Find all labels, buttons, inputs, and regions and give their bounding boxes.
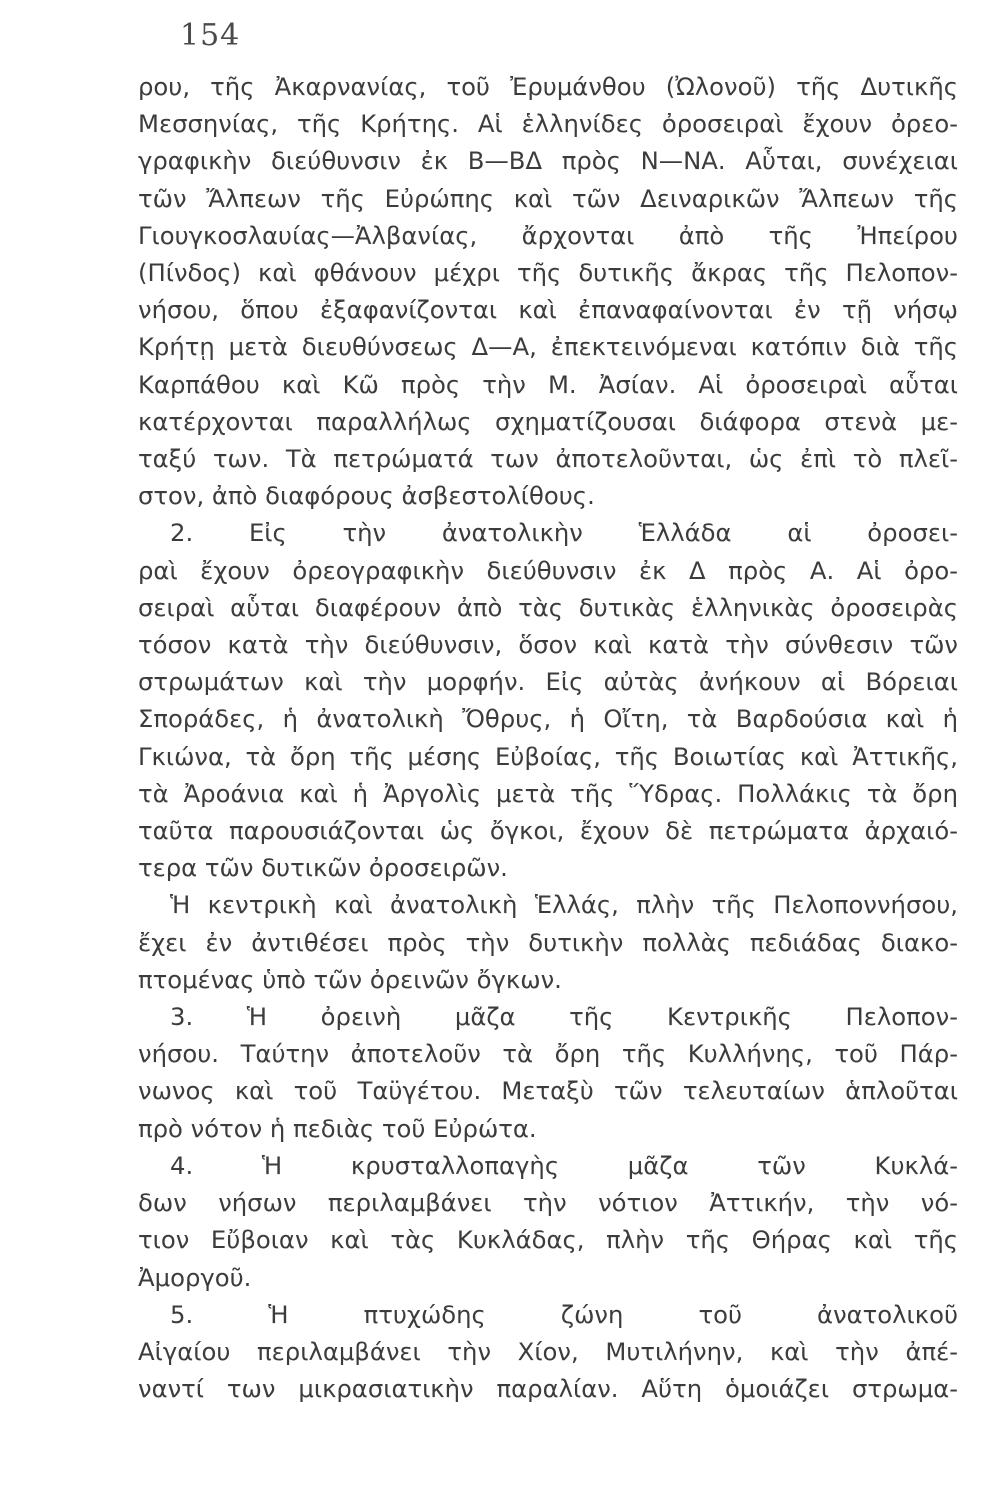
- text-line: Σποράδες, ἡ ἀνατολικὴ Ὄθρυς, ἡ Οἴτη, τὰ Βαρδούσια καὶ ἡ: [138, 704, 958, 734]
- text-line: ραὶ ἔχουν ὀρεογραφικὴν διεύθυνσιν ἐκ Δ πρὸς Α. Αἱ ὀρο-: [138, 555, 958, 585]
- text-line: τῶν Ἄλπεων τῆς Εὐρώπης καὶ τῶν Δειναρικῶν Ἄλπεων τῆς: [138, 183, 958, 213]
- text-line: Γκιώνα, τὰ ὄρη τῆς μέσης Εὐβοίας, τῆς Βοιωτίας καὶ Ἀττικῆς,: [138, 741, 958, 771]
- text-line: Μεσσηνίας, τῆς Κρήτης. Αἱ ἑλληνίδες ὀροσειραὶ ἔχουν ὀρεο-: [138, 109, 958, 139]
- body-text: [138, 68, 958, 1407]
- section-heading-4: 4. Ἡ κρυσταλλοπαγὴς μᾶζα τῶν Κυκλά-: [170, 1150, 958, 1180]
- text-line: ρου, τῆς Ἀκαρνανίας, τοῦ Ἐρυμάνθου (Ὠλονοῦ) τῆς Δυτικῆς: [138, 72, 958, 101]
- text-line: στον, ἀπὸ διαφόρους ἀσβεστολίθους.: [138, 481, 595, 511]
- text-line: Κρήτῃ μετὰ διευθύνσεως Δ—Α, ἐπεκτεινόμεναι κατόπιν διὰ τῆς: [138, 332, 958, 362]
- text-line: Γιουγκοσλαυίας—Ἀλβανίας, ἄρχονται ἀπὸ τῆς Ἠπείρου: [138, 220, 958, 250]
- section-heading-5: 5. Ἡ πτυχώδης ζώνη τοῦ ἀνατολικοῦ: [170, 1299, 958, 1329]
- text-line: σειραὶ αὗται διαφέρουν ἀπὸ τὰς δυτικὰς ἑλληνικὰς ὀροσειρὰς: [138, 592, 958, 622]
- text-line: ἔχει ἐν ἀντιθέσει πρὸς τὴν δυτικὴν πολλὰς πεδιάδας διακο-: [138, 927, 958, 957]
- section-heading-2: 2. Εἰς τὴν ἀνατολικὴν Ἑλλάδα αἱ ὀροσει-: [170, 518, 958, 548]
- text-line: Καρπάθου καὶ Κῶ πρὸς τὴν Μ. Ἀσίαν. Αἱ ὀροσειραὶ αὗται: [138, 369, 958, 399]
- text-line: ταῦτα παρουσιάζονται ὡς ὄγκοι, ἔχουν δὲ πετρώματα ἀρχαιό-: [138, 816, 958, 846]
- text-line: δων νήσων περιλαμβάνει τὴν νότιον Ἀττικήν, τὴν νό-: [138, 1188, 958, 1218]
- text-line: στρωμάτων καὶ τὴν μορφήν. Εἰς αὐτὰς ἀνήκουν αἱ Βόρειαι: [138, 667, 958, 697]
- text-line: κατέρχονται παραλλήλως σχηματίζουσαι διάφορα στενὰ με-: [138, 406, 958, 436]
- text-line: τὰ Ἀροάνια καὶ ἡ Ἀργολὶς μετὰ τῆς Ὕδρας. Πολλάκις τὰ ὄρη: [138, 778, 958, 808]
- text-line: τόσον κατὰ τὴν διεύθυνσιν, ὅσον καὶ κατὰ τὴν σύνθεσιν τῶν: [138, 630, 958, 660]
- section-heading-3: 3. Ἡ ὀρεινὴ μᾶζα τῆς Κεντρικῆς Πελοπον-: [170, 1002, 958, 1032]
- text-line: Αἰγαίου περιλαμβάνει τὴν Χίον, Μυτιλήνην, καὶ τὴν ἀπέ-: [138, 1336, 958, 1366]
- text-line: νήσου. Ταύτην ἀποτελοῦν τὰ ὄρη τῆς Κυλλήνης, τοῦ Πάρ-: [138, 1039, 958, 1069]
- text-line: Ἡ κεντρικὴ καὶ ἀνατολικὴ Ἑλλάς, πλὴν τῆς Πελοποννήσου,: [170, 890, 958, 920]
- text-line: γραφικὴν διεύθυνσιν ἐκ Β—ΒΔ πρὸς Ν—ΝΑ. Αὗται, συνέχειαι: [138, 146, 958, 176]
- text-line: πτομένας ὑπὸ τῶν ὀρεινῶν ὄγκων.: [138, 964, 562, 994]
- text-line: πρὸ νότον ἡ πεδιὰς τοῦ Εὐρώτα.: [138, 1113, 537, 1143]
- text-line: (Πίνδος) καὶ φθάνουν μέχρι τῆς δυτικῆς ἄκρας τῆς Πελοπον-: [138, 258, 958, 288]
- text-line: νωνος καὶ τοῦ Ταϋγέτου. Μεταξὺ τῶν τελευταίων ἁπλοῦται: [138, 1076, 958, 1106]
- text-line: τιον Εὔβοιαν καὶ τὰς Κυκλάδας, πλὴν τῆς Θήρας καὶ τῆς: [138, 1225, 958, 1255]
- text-line: τερα τῶν δυτικῶν ὀροσειρῶν.: [138, 853, 508, 883]
- text-line: Ἀμοργοῦ.: [138, 1262, 252, 1292]
- text-line: ναντί των μικρασιατικὴν παραλίαν. Αὕτη ὁμοιάζει στρωμα-: [138, 1374, 958, 1404]
- text-line: ταξύ των. Τὰ πετρώματά των ἀποτελοῦνται, ὡς ἐπὶ τὸ πλεῖ-: [138, 444, 958, 474]
- page-number: 154: [180, 18, 241, 53]
- text-line: νήσου, ὅπου ἐξαφανίζονται καὶ ἐπαναφαίνονται ἐν τῇ νήσῳ: [138, 295, 958, 325]
